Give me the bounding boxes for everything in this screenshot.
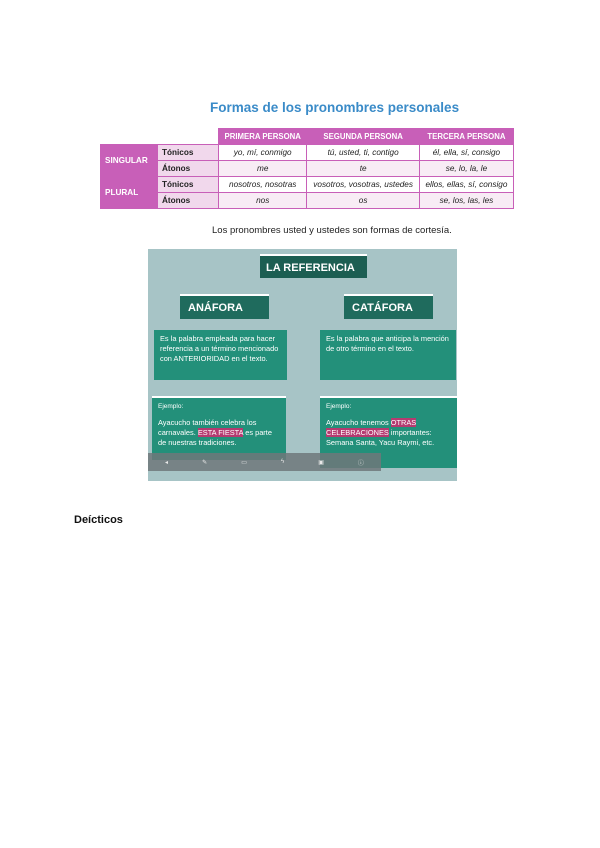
group-plural: PLURAL (101, 177, 158, 209)
table-cell: vosotros, vosotras, ustedes (307, 177, 419, 193)
example-text: Ayacucho tenemos (326, 418, 391, 427)
courtesy-note: Los pronombres usted y ustedes son formas de cortesía. (212, 225, 452, 236)
table-row (101, 161, 514, 177)
row-label: Átonos (158, 193, 219, 209)
table-row (101, 145, 514, 161)
pronouns-table (100, 128, 514, 209)
pen-icon[interactable]: ✎ (202, 459, 208, 466)
caption-icon[interactable]: ▣ (318, 459, 324, 466)
table-cell: me (219, 161, 307, 177)
table-row (101, 193, 514, 209)
table-row (101, 177, 514, 193)
table-cell: yo, mí, conmigo (219, 145, 307, 161)
section-heading: Deícticos (74, 514, 123, 526)
cataphora-heading: CATÁFORA (344, 294, 433, 319)
example-highlight: OTRAS CELEBRACIONES (326, 418, 417, 437)
anaphora-example (152, 396, 286, 460)
header-second-person: SEGUNDA PERSONA (307, 129, 419, 145)
flash-icon[interactable]: ϟ (280, 459, 285, 465)
example-label: Ejemplo: (326, 403, 352, 410)
example-text: Ayacucho también celebra los carnavales. (158, 418, 257, 437)
row-label: Tónicos (158, 145, 219, 161)
table-cell: tú, usted, ti, contigo (307, 145, 419, 161)
header-first-person: PRIMERA PERSONA (219, 129, 307, 145)
prev-icon[interactable]: ◂ (165, 459, 169, 466)
anaphora-definition: Es la palabra empleada para hacer referencia a un término mencionado con ANTERIORIDAD en el texto. (154, 330, 287, 380)
reference-slide (148, 249, 457, 481)
table-corner (101, 129, 219, 145)
example-highlight: ESTA FIESTA (197, 428, 244, 437)
table-cell: os (307, 193, 419, 209)
table-cell: él, ella, sí, consigo (419, 145, 513, 161)
example-label: Ejemplo: (158, 403, 184, 410)
example-text: es parte de nuestras tradiciones. (158, 428, 272, 447)
table-cell: se, los, las, les (419, 193, 513, 209)
table-cell: ellos, ellas, sí, consigo (419, 177, 513, 193)
example-text: importantes: Semana Santa, Yacu Raymi, etc. (326, 428, 435, 447)
row-label: Tónicos (158, 177, 219, 193)
header-third-person: TERCERA PERSONA (419, 129, 513, 145)
anaphora-heading: ANÁFORA (180, 294, 269, 319)
table-cell: nosotros, nosotras (219, 177, 307, 193)
row-label: Átonos (158, 161, 219, 177)
table-cell: se, lo, la, le (419, 161, 513, 177)
table-title: Formas de los pronombres personales (210, 100, 460, 115)
video-toolbar-overlay (148, 453, 381, 471)
cataphora-definition: Es la palabra que anticipa la mención de otro término en el texto. (320, 330, 456, 380)
info-icon[interactable]: ⓘ (357, 460, 364, 467)
group-singular: SINGULAR (101, 145, 158, 177)
table-header-row (101, 129, 514, 145)
table-cell: te (307, 161, 419, 177)
slide-title: LA REFERENCIA (260, 254, 367, 278)
comment-icon[interactable]: ▭ (241, 459, 247, 466)
table-cell: nos (219, 193, 307, 209)
